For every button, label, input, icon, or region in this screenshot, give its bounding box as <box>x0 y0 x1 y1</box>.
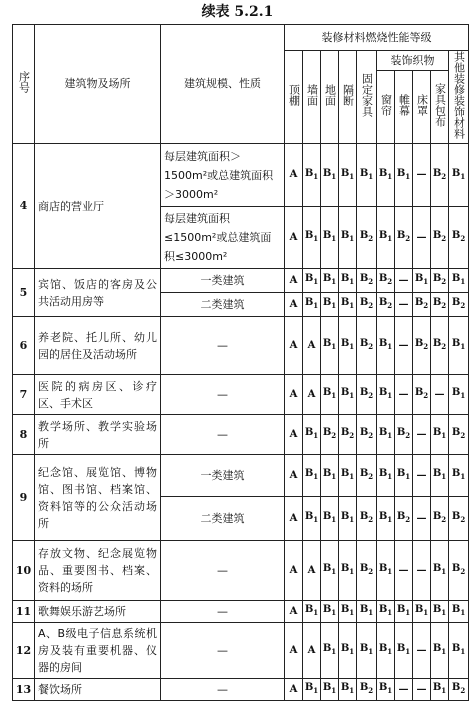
grade-cell: $B_1$ <box>339 269 357 293</box>
grade-cell: $B_2$ <box>357 317 377 375</box>
grade-cell: $B_1$ <box>449 317 469 375</box>
grade-cell: $B_1$ <box>303 455 321 497</box>
grade-cell: $B_1$ <box>339 541 357 601</box>
table-title: 续表 5.2.1 <box>201 4 274 20</box>
scale-cell: — <box>161 679 285 701</box>
grade-cell: — <box>395 679 413 701</box>
scale-cell: 二类建筑 <box>161 293 285 317</box>
grade-cell: — <box>413 207 431 269</box>
grade-cell: $B_1$ <box>395 623 413 679</box>
header-ceiling: 顶棚 <box>285 51 303 144</box>
grade-cell: $B_1$ <box>339 679 357 701</box>
grade-cell: A <box>285 497 303 541</box>
grade-cell: $B_1$ <box>449 601 469 623</box>
row-number: 11 <box>13 601 35 623</box>
grade-cell: $B_2$ <box>395 207 413 269</box>
grade-cell: — <box>395 293 413 317</box>
grade-cell: $B_1$ <box>339 455 357 497</box>
grade-cell: $B_2$ <box>377 293 395 317</box>
table-row <box>13 269 469 293</box>
grade-cell: $B_2$ <box>449 293 469 317</box>
grade-cell: — <box>395 317 413 375</box>
grade-cell: $B_1$ <box>303 497 321 541</box>
grade-cell: $B_1$ <box>303 679 321 701</box>
grade-cell: $B_1$ <box>449 269 469 293</box>
header-wall: 墙面 <box>303 51 321 144</box>
grade-cell: $B_2$ <box>321 415 339 455</box>
grade-cell: $B_1$ <box>303 601 321 623</box>
scale-cell: — <box>161 415 285 455</box>
table-row <box>13 679 469 701</box>
grade-cell: $B_1$ <box>339 601 357 623</box>
grade-cell: A <box>285 269 303 293</box>
table-row <box>13 541 469 601</box>
row-number: 10 <box>13 541 35 601</box>
grade-cell: $B_1$ <box>395 601 413 623</box>
grade-cell: $B_1$ <box>321 601 339 623</box>
grade-cell: $B_1$ <box>321 455 339 497</box>
grade-cell: $B_2$ <box>413 375 431 415</box>
grade-cell: $B_2$ <box>357 293 377 317</box>
grade-cell: $B_2$ <box>431 269 449 293</box>
grade-cell: A <box>285 623 303 679</box>
grade-cell: $B_1$ <box>339 375 357 415</box>
grade-cell: $B_1$ <box>339 623 357 679</box>
building-type-cell: 养老院、托儿所、幼儿园的居住及活动场所 <box>35 317 161 375</box>
grade-cell: $B_2$ <box>431 497 449 541</box>
header-building: 建筑物及场所 <box>35 25 161 144</box>
header-textiles: 装饰织物 <box>377 51 449 71</box>
grade-cell: $B_2$ <box>413 317 431 375</box>
grade-cell: $B_2$ <box>449 679 469 701</box>
grade-cell: $B_1$ <box>377 623 395 679</box>
scale-cell: 一类建筑 <box>161 455 285 497</box>
grade-cell: — <box>413 497 431 541</box>
grade-cell: A <box>303 375 321 415</box>
header-seq: 序号 <box>13 25 35 144</box>
grade-cell: $B_2$ <box>357 455 377 497</box>
grade-cell: $B_1$ <box>413 601 431 623</box>
grade-cell: $B_1$ <box>431 679 449 701</box>
grade-cell: $B_1$ <box>339 293 357 317</box>
grade-cell: $B_1$ <box>339 207 357 269</box>
grade-cell: $B_1$ <box>377 375 395 415</box>
table-row <box>13 415 469 455</box>
header-scale: 建筑规模、性质 <box>161 25 285 144</box>
grade-cell: $B_1$ <box>377 601 395 623</box>
grade-cell: $B_2$ <box>449 415 469 455</box>
building-type-cell: 医院的病房区、诊疗区、手术区 <box>35 375 161 415</box>
grade-cell: $B_1$ <box>377 679 395 701</box>
grade-cell: $B_1$ <box>377 497 395 541</box>
table-row <box>13 144 469 207</box>
scale-cell: — <box>161 317 285 375</box>
building-type-cell: 纪念馆、展览馆、博物馆、图书馆、档案馆、资料馆等的公众活动场所 <box>35 455 161 541</box>
grade-cell: $B_2$ <box>449 497 469 541</box>
building-type-cell: 教学场所、教学实验场所 <box>35 415 161 455</box>
grade-cell: A <box>303 541 321 601</box>
header-other: 其他装修装饰材料 <box>449 51 469 144</box>
grade-cell: $B_1$ <box>357 623 377 679</box>
grade-cell: — <box>413 144 431 207</box>
grade-cell: A <box>285 679 303 701</box>
scale-cell: 每层建筑面积＞1500m²或总建筑面积＞3000m² <box>161 144 285 207</box>
grade-cell: $B_2$ <box>357 269 377 293</box>
grade-cell: $B_2$ <box>449 207 469 269</box>
grade-cell: $B_1$ <box>395 455 413 497</box>
grade-cell: $B_1$ <box>303 293 321 317</box>
grade-cell: $B_1$ <box>303 144 321 207</box>
grade-cell: — <box>413 679 431 701</box>
fire-rating-table <box>12 24 469 701</box>
scale-cell: — <box>161 541 285 601</box>
grade-cell: A <box>285 541 303 601</box>
grade-cell: $B_2$ <box>339 415 357 455</box>
grade-cell: $B_1$ <box>321 679 339 701</box>
grade-cell: $B_2$ <box>357 497 377 541</box>
grade-cell: $B_1$ <box>377 207 395 269</box>
grade-cell: $B_1$ <box>431 541 449 601</box>
grade-cell: $B_1$ <box>321 541 339 601</box>
grade-cell: $B_1$ <box>431 623 449 679</box>
grade-cell: $B_1$ <box>449 623 469 679</box>
grade-cell: $B_1$ <box>357 601 377 623</box>
grade-cell: $B_1$ <box>321 497 339 541</box>
building-type-cell: 商店的营业厅 <box>35 144 161 269</box>
grade-cell: — <box>413 623 431 679</box>
row-number: 12 <box>13 623 35 679</box>
scale-cell: 每层建筑面积≤1500m²或总建筑面积≤3000m² <box>161 207 285 269</box>
grade-cell: $B_2$ <box>431 207 449 269</box>
row-number: 8 <box>13 415 35 455</box>
table-row <box>13 317 469 375</box>
header-fixed-furniture: 固定家具 <box>357 51 377 144</box>
building-type-cell: 餐饮场所 <box>35 679 161 701</box>
row-number: 6 <box>13 317 35 375</box>
grade-cell: — <box>413 415 431 455</box>
header-bedcover: 床罩 <box>413 71 431 144</box>
grade-cell: A <box>285 415 303 455</box>
grade-cell: $B_1$ <box>449 375 469 415</box>
grade-cell: $B_1$ <box>449 455 469 497</box>
grade-cell: $B_1$ <box>321 375 339 415</box>
grade-cell: $B_1$ <box>431 455 449 497</box>
row-number: 13 <box>13 679 35 701</box>
row-number: 4 <box>13 144 35 269</box>
grade-cell: $B_2$ <box>431 317 449 375</box>
grade-cell: $B_1$ <box>377 317 395 375</box>
grade-cell: $B_1$ <box>449 144 469 207</box>
header-partition: 隔断 <box>339 51 357 144</box>
grade-cell: A <box>285 601 303 623</box>
building-type-cell: A、B级电子信息系统机房及装有重要机器、仪器的房间 <box>35 623 161 679</box>
grade-cell: $B_2$ <box>395 497 413 541</box>
grade-cell: $B_1$ <box>321 207 339 269</box>
grade-cell: $B_2$ <box>357 207 377 269</box>
grade-cell: $B_1$ <box>413 269 431 293</box>
grade-cell: — <box>413 455 431 497</box>
building-type-cell: 歌舞娱乐游艺场所 <box>35 601 161 623</box>
grade-cell: $B_2$ <box>431 144 449 207</box>
grade-cell: $B_1$ <box>303 415 321 455</box>
grade-cell: — <box>395 375 413 415</box>
grade-cell: A <box>303 317 321 375</box>
scale-cell: 一类建筑 <box>161 269 285 293</box>
grade-cell: $B_1$ <box>321 317 339 375</box>
scale-cell: — <box>161 375 285 415</box>
grade-cell: $B_1$ <box>321 144 339 207</box>
grade-cell: — <box>431 375 449 415</box>
grade-cell: $B_1$ <box>431 601 449 623</box>
table-row <box>13 601 469 623</box>
grade-cell: $B_1$ <box>321 269 339 293</box>
grade-cell: $B_1$ <box>321 293 339 317</box>
header-curtain: 窗帘 <box>377 71 395 144</box>
header-grade-group: 装修材料燃烧性能等级 <box>285 25 469 51</box>
grade-cell: A <box>285 317 303 375</box>
grade-cell: $B_2$ <box>357 415 377 455</box>
header-drape: 帷幕 <box>395 71 413 144</box>
grade-cell: — <box>395 541 413 601</box>
grade-cell: $B_1$ <box>395 144 413 207</box>
grade-cell: $B_2$ <box>357 541 377 601</box>
scale-cell: 二类建筑 <box>161 497 285 541</box>
grade-cell: A <box>285 375 303 415</box>
grade-cell: A <box>285 144 303 207</box>
row-number: 9 <box>13 455 35 541</box>
grade-cell: $B_1$ <box>321 623 339 679</box>
grade-cell: $B_2$ <box>449 541 469 601</box>
grade-cell: $B_1$ <box>339 317 357 375</box>
grade-cell: A <box>303 623 321 679</box>
grade-cell: $B_1$ <box>339 497 357 541</box>
grade-cell: $B_1$ <box>339 144 357 207</box>
row-number: 7 <box>13 375 35 415</box>
grade-cell: $B_2$ <box>357 679 377 701</box>
building-type-cell: 存放文物、纪念展览物品、重要图书、档案、资料的场所 <box>35 541 161 601</box>
grade-cell: $B_2$ <box>357 375 377 415</box>
scale-cell: — <box>161 623 285 679</box>
scale-cell: — <box>161 601 285 623</box>
grade-cell: $B_1$ <box>377 144 395 207</box>
grade-cell: $B_1$ <box>303 207 321 269</box>
grade-cell: $B_2$ <box>431 293 449 317</box>
grade-cell: — <box>395 269 413 293</box>
header-upholstery: 家具包布 <box>431 71 449 144</box>
grade-cell: $B_1$ <box>377 541 395 601</box>
header-floor: 地面 <box>321 51 339 144</box>
grade-cell: — <box>413 541 431 601</box>
table-row <box>13 455 469 497</box>
grade-cell: $B_2$ <box>395 415 413 455</box>
grade-cell: A <box>285 293 303 317</box>
grade-cell: $B_2$ <box>413 293 431 317</box>
grade-cell: $B_1$ <box>377 455 395 497</box>
grade-cell: A <box>285 455 303 497</box>
row-number: 5 <box>13 269 35 317</box>
grade-cell: $B_1$ <box>357 144 377 207</box>
grade-cell: $B_1$ <box>431 415 449 455</box>
grade-cell: $B_1$ <box>377 415 395 455</box>
grade-cell: $B_1$ <box>303 269 321 293</box>
grade-cell: A <box>285 207 303 269</box>
building-type-cell: 宾馆、饭店的客房及公共活动用房等 <box>35 269 161 317</box>
table-row <box>13 623 469 679</box>
grade-cell: $B_2$ <box>377 269 395 293</box>
table-row <box>13 375 469 415</box>
